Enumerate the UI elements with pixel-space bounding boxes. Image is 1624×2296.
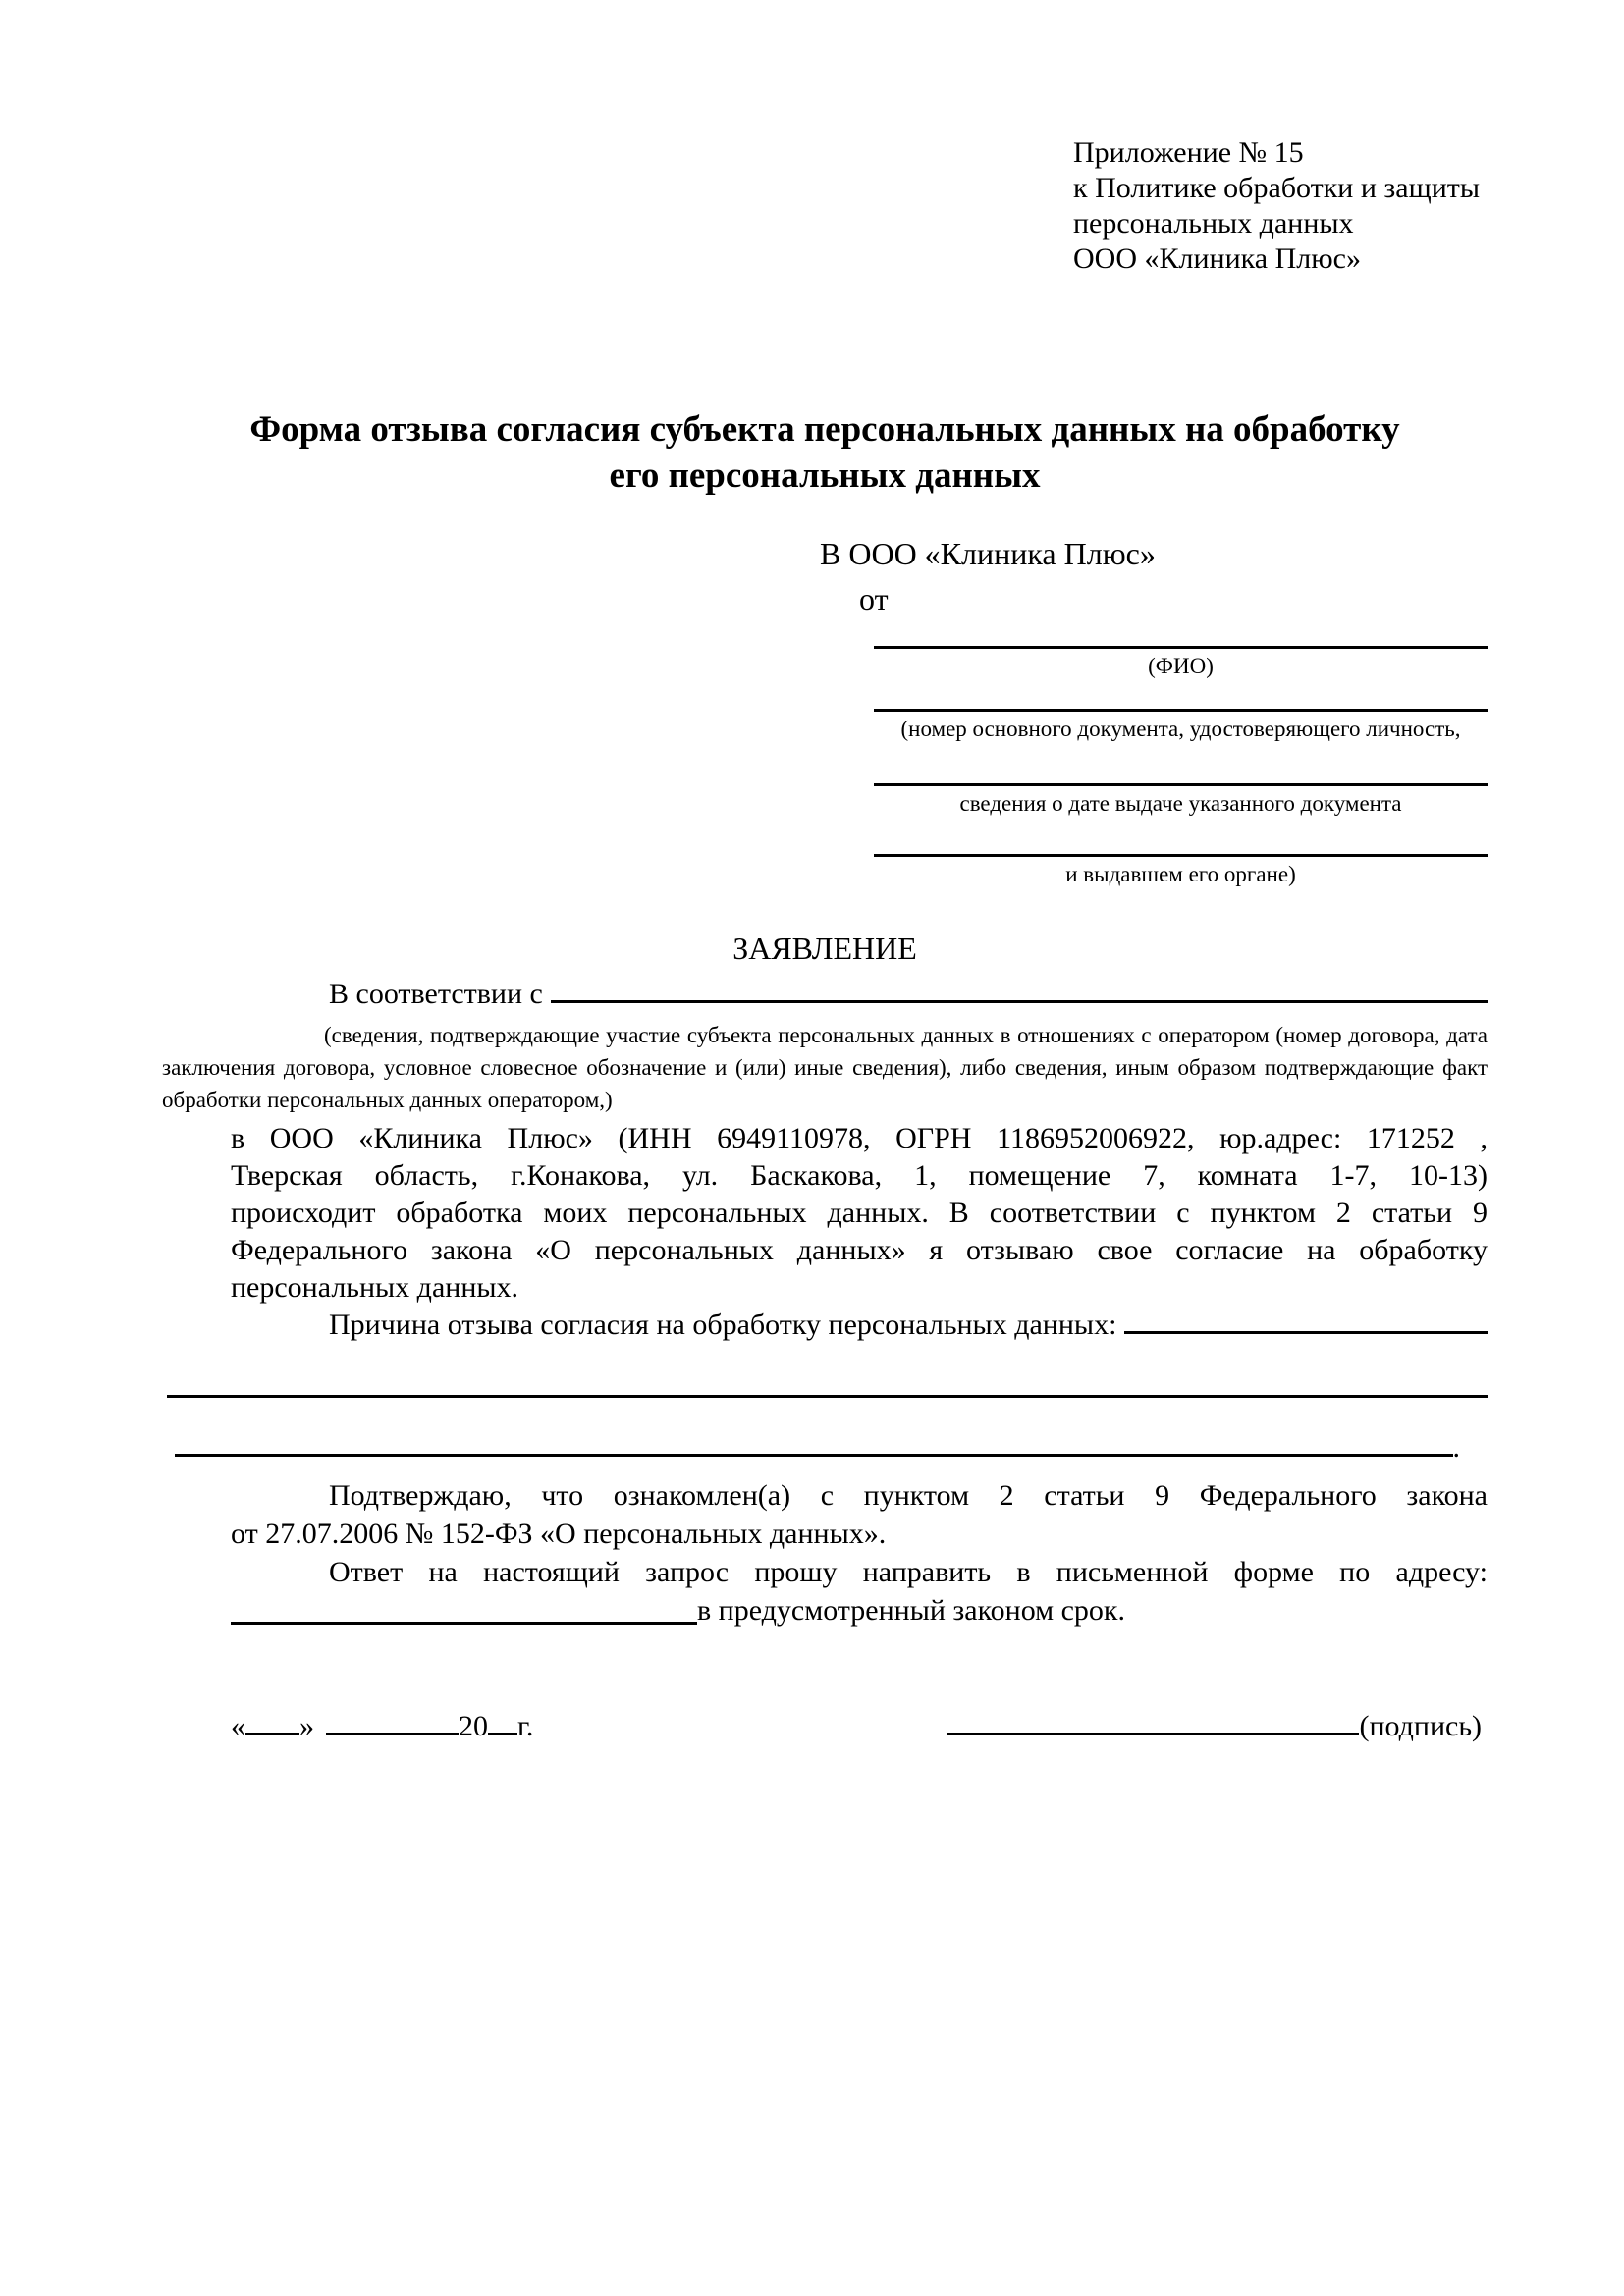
issue-date-field [874, 783, 1488, 819]
issuing-authority-field [874, 854, 1488, 889]
header-line: ООО «Клиника Плюс» [1073, 242, 1361, 275]
signature-caption: (подпись) [1359, 1710, 1482, 1742]
reply-paragraph [231, 1553, 1488, 1629]
intro-blank-line [551, 1000, 1488, 1003]
signature-field [947, 1708, 1482, 1745]
reason-line [231, 1307, 1488, 1344]
open-quote: « [231, 1710, 245, 1742]
intro-prefix: В соответствии с [329, 978, 543, 1010]
header-line: к Политике обработки и защиты [1073, 172, 1481, 204]
body-paragraph [231, 1120, 1488, 1307]
confirm-line: Подтверждаю, что ознакомлен(а) с пунктом 2 статьи 9 Федерального закона [329, 1479, 1488, 1512]
date-field [231, 1708, 533, 1745]
reason-blank-row-1 [167, 1395, 1488, 1398]
recipient-to: В ООО «Клиника Плюс» [820, 536, 1156, 571]
confirm-paragraph [231, 1476, 1488, 1553]
reason-label: Причина отзыва согласия на обработку персональных данных: [329, 1308, 1117, 1341]
reply-line: Ответ на настоящий запрос прошу направить в письменной форме по адресу: [329, 1556, 1488, 1588]
month-blank-line [326, 1733, 459, 1735]
close-quote: » [299, 1710, 314, 1742]
body-line: в ООО «Клиника Плюс» (ИНН 6949110978, ОГРН 1186952006922, юр.адрес: 171252 , [231, 1122, 1488, 1154]
header-line: Приложение № 15 [1073, 136, 1304, 169]
intro-line [231, 976, 1488, 1013]
year-suffix: г. [517, 1710, 534, 1742]
document-number-caption: (номер основного документа, удостоверяющего личность, [900, 717, 1461, 741]
footnote-line: обработки персональных данных оператором,) [162, 1088, 613, 1112]
fio-field [874, 646, 1488, 681]
doc-title [162, 406, 1488, 499]
statement-heading: ЗАЯВЛЕНИЕ [732, 931, 917, 966]
period-text: . [1452, 1431, 1460, 1464]
footnote-line: (сведения, подтверждающие участие субъекта персональных данных в отношениях с оператором (номер договора, дата [324, 1023, 1488, 1047]
document-number-field [874, 709, 1488, 744]
fio-caption: (ФИО) [1148, 654, 1214, 678]
reason-blank-line-2 [175, 1454, 1453, 1457]
address-blank-line [231, 1622, 697, 1625]
recipient-from-label: от [859, 581, 889, 616]
doc-title-line: Форма отзыва согласия субъекта персональных данных на обработку [249, 409, 1400, 450]
signature-blank-line [947, 1733, 1359, 1735]
year-blank-line [488, 1733, 517, 1735]
body-line: персональных данных. [231, 1271, 519, 1304]
doc-title-line: его персональных данных [609, 455, 1041, 496]
body-line: происходит обработка моих персональных данных. В соответствии с пунктом 2 статьи 9 [231, 1197, 1488, 1229]
reason-blank-row-2 [167, 1433, 1488, 1463]
footnote-line: заключения договора, условное словесное обозначение и (или) иные сведения), либо сведения, иным образом подтверждающие факт [162, 1055, 1488, 1080]
body-line: Федерального закона «О персональных данных» я отзываю свое согласие на обработку [231, 1234, 1488, 1266]
day-blank-line [245, 1733, 299, 1735]
footnote-paragraph [162, 1019, 1488, 1116]
signature-row [231, 1708, 1488, 1745]
recipient-block [820, 534, 1488, 889]
header-line: персональных данных [1073, 207, 1354, 240]
confirm-line: от 27.07.2006 № 152-ФЗ «О персональных данных». [231, 1518, 887, 1550]
reply-suffix: в предусмотренный законом срок. [697, 1594, 1125, 1627]
reason-blank-line [1124, 1331, 1488, 1334]
body-line: Тверская область, г.Конакова, ул. Баскакова, 1, помещение 7, комната 1-7, 10-13) [231, 1159, 1488, 1192]
header-block [1073, 135, 1488, 277]
year-text: 20 [459, 1710, 488, 1742]
reply-address-line [231, 1591, 1488, 1629]
issuing-authority-caption: и выдавшем его органе) [1065, 862, 1296, 886]
issue-date-caption: сведения о дате выдаче указанного документа [959, 791, 1402, 816]
